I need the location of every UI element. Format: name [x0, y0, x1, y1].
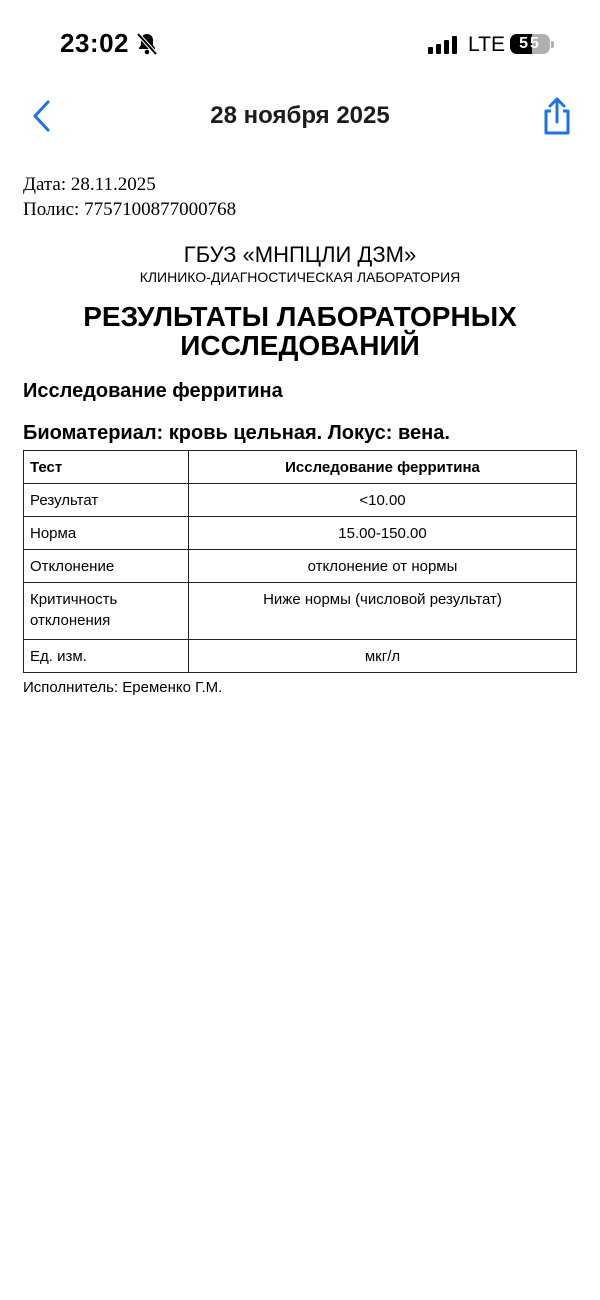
header-test: Тест	[24, 451, 189, 484]
share-icon[interactable]	[540, 96, 574, 136]
row-label: Норма	[24, 517, 189, 550]
executor: Исполнитель: Еременко Г.М.	[23, 679, 223, 696]
table-row	[24, 517, 577, 550]
policy-number: Полис: 7757100877000768	[23, 199, 237, 220]
navigation-bar	[0, 90, 600, 146]
organization-name: ГБУЗ «МНПЦЛИ ДЗМ»	[183, 242, 417, 267]
report-title-line1: РЕЗУЛЬТАТЫ ЛАБОРАТОРНЫХ	[83, 301, 517, 332]
row-value: отклонение от нормы	[189, 550, 577, 583]
battery-icon	[510, 34, 550, 54]
bell-slash-icon	[136, 32, 158, 56]
status-bar	[0, 0, 600, 90]
row-label: Ед. изм.	[24, 640, 189, 673]
lab-report-document	[23, 172, 577, 696]
network-type: LTE	[468, 33, 505, 56]
table-row	[24, 484, 577, 517]
results-table	[23, 450, 577, 673]
biomaterial-info: Биоматериал: кровь цельная. Локус: вена.	[23, 422, 450, 444]
report-title-line2: ИССЛЕДОВАНИЙ	[180, 330, 420, 361]
row-label: Критичность отклонения	[24, 583, 189, 640]
table-row	[24, 640, 577, 673]
battery-percent: 55	[519, 35, 541, 52]
row-value: 15.00-150.00	[189, 517, 577, 550]
row-value: Ниже нормы (числовой результат)	[189, 583, 577, 640]
row-label: Отклонение	[24, 550, 189, 583]
battery-tip	[551, 41, 554, 48]
row-value: мкг/л	[189, 640, 577, 673]
table-row	[24, 583, 577, 640]
row-value: <10.00	[189, 484, 577, 517]
table-row	[24, 550, 577, 583]
signal-icon	[428, 36, 457, 54]
page-title: 28 ноября 2025	[210, 102, 390, 129]
study-title: Исследование ферритина	[23, 380, 283, 402]
report-title	[23, 302, 577, 360]
row-label: Результат	[24, 484, 189, 517]
status-time: 23:02	[60, 28, 129, 58]
header-study: Исследование ферритина	[189, 451, 577, 484]
report-date: Дата: 28.11.2025	[23, 174, 156, 195]
organization-subtitle: КЛИНИКО-ДИАГНОСТИЧЕСКАЯ ЛАБОРАТОРИЯ	[139, 269, 461, 285]
table-header-row	[24, 451, 577, 484]
